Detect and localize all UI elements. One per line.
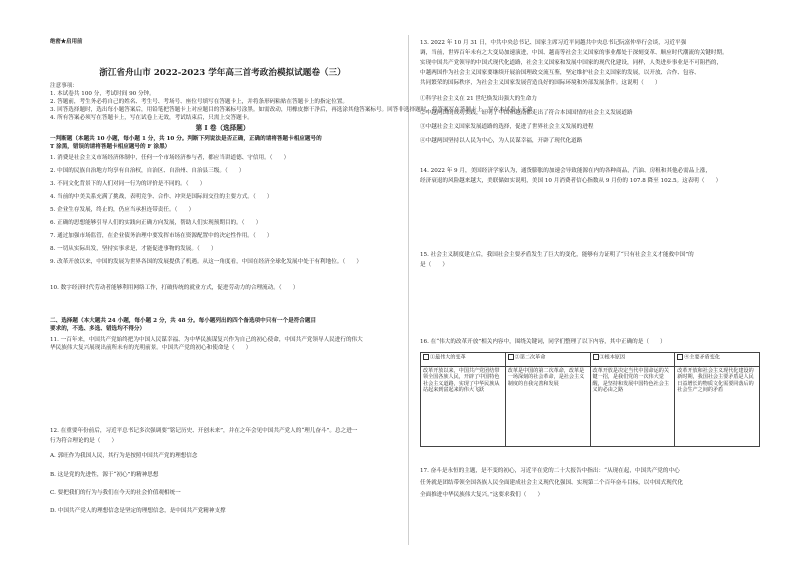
q16-cell-1: 改革开放以来，中国共产党团结带领全国各族人民，开辟了中国特色社会主义道路，实现了中华民族从站起来到富起来的伟大飞跃 (421, 367, 506, 447)
section1-title: 第 I 卷（选择题） (195, 124, 250, 132)
instruction-2: 1. 本试卷共 100 分，考试时间 90 分钟。 (50, 91, 155, 97)
q12-text-2: 行为符合理论的是（ ） (50, 438, 118, 444)
q16-header-3: ③根本原因 (599, 354, 625, 361)
checkbox-icon (677, 354, 683, 360)
instruction-3: 2. 答题前，考生务必将自己的姓名、考生号、考场号、座位号填写在答题卡上，并将条形码粘贴在答题卡上的指定位置。 (50, 99, 348, 105)
judge-item-4: 4. 当前的中美关系充满了挑战，表明竞争、合作、冲突是国际间交往的主要方式。（ ） (50, 194, 273, 200)
section1-intro-1: 一判断题（本题共 10 小题，每小题 1 分，共 10 分。判断下列说法是否正确，正确的请将答题卡相应题号的 (50, 136, 322, 142)
q13-text-1: 13. 2022 年 10 月 31 日，中共中央总书记、国家主席习近平同越共中央总书记阮富仲举行会谈，习近平强 (420, 40, 687, 46)
q16-cell-2: 改革是中国的第二次革命，改革是一场深刻的社会革命，是社会主义制度的自我完善和发展 (505, 367, 590, 447)
q11-text-2: 华民族伟大复兴展现出前所未有的光明前景。中国共产党的初心和使命是（ ） (50, 345, 252, 351)
judge-item-10: 10. 数字经济时代劳动者能够利用网络工作，打破传统的就业方式，促进劳动力的合理流动。（ ） (50, 285, 299, 291)
q15-text-1: 15. 社会主义制度建立后，我国社会主要矛盾发生了巨大的变化，能够有力证明了“只有社会主义才能救中国”的 (420, 252, 694, 258)
checkbox-icon (593, 354, 599, 360)
judge-item-9: 9. 改革开放以来，中国的发展为世界各国的发展提供了机遇。从这一角度看，中国在经济全球化发展中处于有利地位。（ ） (50, 259, 362, 265)
q16-header-1: ①最伟大的变革 (430, 354, 466, 361)
q12-option-d: D. 中国共产党人的理想信念是坚定的理想信念，是中国共产党精神支撑 (50, 508, 226, 514)
q15-text-2: 是（ ） (420, 262, 448, 268)
q12-option-a: A. 郭旺作为我国人民，其行为是按照中国共产党的理想信念 (50, 453, 198, 459)
q13-text-2: 调，当前，世界百年未有之大变局加速演进，中国、越南等社会主义国家的事业都处于深刻变革、顺应时代潮流的关键时期。 (420, 50, 728, 56)
checkbox-icon (423, 354, 429, 360)
q13-text-5: 共同繁荣的国际秩序，为社会主义国家发展营造良好的国际环境和外部发展条件。这说明（ ） (420, 80, 661, 86)
judge-item-2: 2. 中国的民族自治地方均享有自治权，自治区、自治州、自治县三级。（ ） (50, 168, 245, 174)
q13-option-2: ②中越两国的成功实践，证明了中国和越南都走出了符合本国国情的社会主义发展道路 (420, 110, 633, 116)
q14-text-1: 14. 2022 年 9 月，美国经济学家认为，通货膨胀的加速会导致能源在内的各种商品，汽油、房租和其他必需品上涨， (420, 168, 712, 174)
judge-item-6: 6. 正确的思想能够引导人们的实践向正确方向发展，帮助人们实现预期目的。（ ） (50, 220, 262, 226)
q12-option-c: C. 要把我们的行为与我们在今天的社会价值观相统一 (50, 490, 181, 496)
instruction-4: 3. 回答选择题时，选出每小题答案后，用铅笔把答题卡上对应题目的答案标号涂黑。如需改动，用橡皮擦干净后，再选涂其他答案标号。回答非选择题时，将答案写在答题卡上，写在本试卷上无效。 (50, 107, 539, 113)
q14-text-2: 经济衰退的风险越来越大，美联储如实说明，美国 10 月消费者信心指数从 9 月份的 107.8 降至 102.5。这表明（ ） (420, 178, 722, 184)
q11-text-1: 11. 一百年来，中国共产党始终把为中国人民谋幸福、为中华民族谋复兴作为自己的初心使命，中国共产党领导人民进行的伟大 (50, 337, 363, 343)
checkbox-icon (508, 354, 514, 360)
q16-cell-4: 改革开放和社会主义现代化建设的新时期，我国社会主要矛盾是人民日益增长的物质文化需要同落后的社会生产之间的矛盾 (675, 367, 760, 447)
judge-item-3: 3. 不同文化背景下的人们对同一行为的评价是不同的。（ ） (50, 181, 206, 187)
q17-text-2: 任务就是团结带领全国各族人民全面建成社会主义现代化强国、实现第二个百年奋斗目标，以中国式现代化 (420, 480, 683, 486)
q13-option-4: ④中越两国坚持以人民为中心，为人民谋幸福，开辟了现代化道路 (420, 138, 583, 144)
judge-item-7: 7. 通过加强市场监管，在企业债务治理中要发挥市场在资源配置中的决定性作用。（ ） (50, 233, 273, 239)
q13-option-3: ③中越社会主义国家发展道路的选择，促进了世界社会主义发展的进程 (420, 124, 594, 130)
q17-text-1: 17. 奋斗是永恒的主题，是不变的初心，习近平在党的二十大报告中指出：“从现在起，中国共产党的中心 (420, 468, 680, 474)
section1-intro-2: T 涂黑，错误的请将答题卡相应题号的 F 涂黑） (50, 144, 171, 150)
section2-intro-1: 二、选择题（本大题共 24 小题，每小题 2 分，共 48 分。每小题列出的四个备选项中只有一个是符合题目 (50, 318, 317, 324)
instruction-1: 注意事项： (50, 83, 78, 89)
right-column (420, 0, 765, 562)
q16-header-2: ②第二次革命 (514, 354, 546, 361)
q16-text: 16. 在“伟大的改革开放”相关内容中，围绕关键词，同学们整理了以下内容，其中正确的是（ ） (420, 339, 666, 345)
q17-text-3: 全面推进中华民族伟大复兴。”这要求我们（ ） (420, 492, 544, 498)
q13-text-4: 中越两国作为社会主义国家要继续开展治国理政交流互鉴，坚定维护社会主义国家的发展，以开放、合作、包容、 (420, 70, 700, 76)
instruction-5: 4. 所有答案必须写在答题卡上，写在试卷上无效，考试结束后，只需上交答题卡。 (50, 115, 253, 121)
judge-item-5: 5. 企业生存发展，终止的，仍应当承担连带责任。（ ） (50, 207, 195, 213)
header-note: 绝密★启用前 (50, 39, 83, 45)
q13-option-1: ①科学社会主义在 21 世纪焕发出强大的生命力 (420, 96, 537, 102)
q13-text-3: 实现中国共产党领导的中国式现代化道路，社会主义国家和发展中国家的现代化建设，同样，人类进步事业是不可阻挡的， (420, 60, 723, 66)
exam-title: 浙江省舟山市 2022-2023 学年高三首考政治模拟试题卷（三） (99, 68, 346, 78)
judge-item-8: 8. 一切从实际出发，坚持实事求是，才能促进事物的发展。（ ） (50, 246, 217, 252)
q12-text-1: 12. 在重要年份前后，习近平总书记多次强调要“铭记历史、开创未来”，并在之年会见中国共产党人的“理儿奋斗”。总之进一 (50, 428, 358, 434)
judge-item-1: 1. 消费是社会主义市场经济体制中，任何一个市场经济参与者，都应当讲道德、守信用。（ ） (50, 155, 290, 161)
q16-header-4: ④主要矛盾变化 (684, 354, 720, 361)
q12-option-b: B. 这是党的先进性，源于“初心”的精神思想 (50, 472, 159, 478)
section2-intro-2: 要求的，不选、多选、错选均不得分） (50, 326, 146, 332)
q16-cell-3: 改革开放是决定当代中国命运的关键一招，是我们党的一次伟大觉醒，是坚持和发展中国特色社会主义的必由之路 (590, 367, 675, 447)
q16-table (420, 352, 760, 447)
